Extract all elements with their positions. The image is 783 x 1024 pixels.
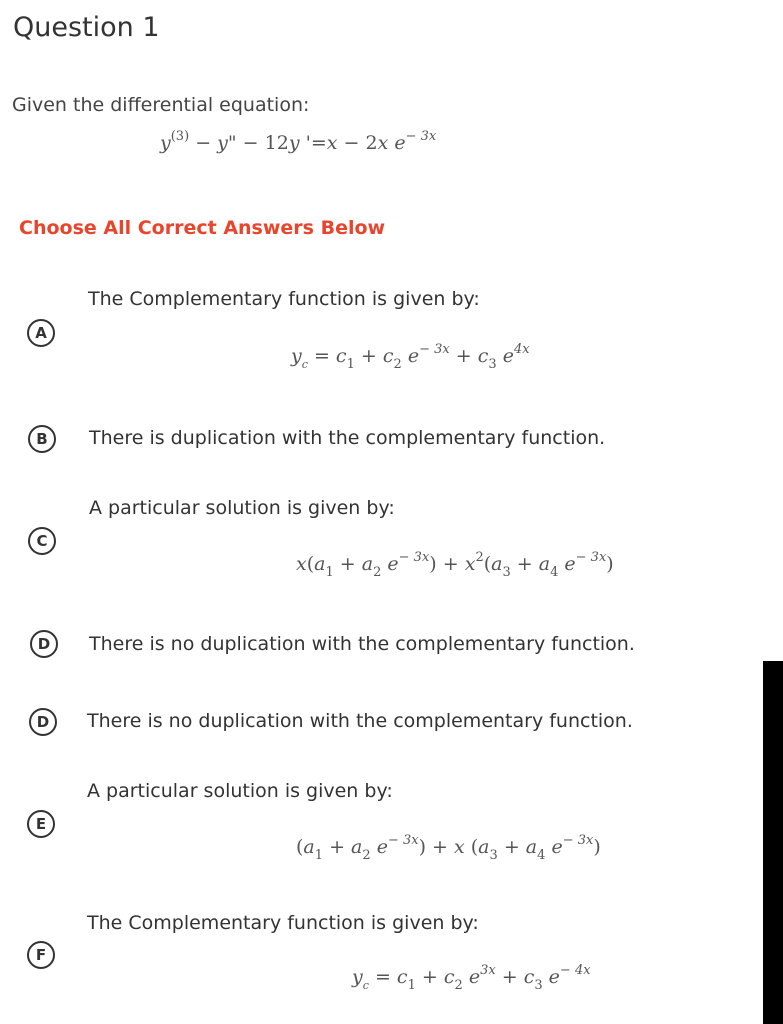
- option-a-formula: $y_c = c_1 + c_2$ $e^{- 3x} + c_3$ $e^{4x}$: [291, 342, 530, 372]
- option-e-button[interactable]: E: [27, 810, 55, 838]
- option-f-button[interactable]: F: [27, 941, 55, 969]
- option-a-label: The Complementary function is given by:: [88, 288, 480, 310]
- option-b-button[interactable]: B: [28, 425, 56, 453]
- instruction-text: Choose All Correct Answers Below: [19, 217, 386, 239]
- prompt-text: Given the differential equation:: [12, 94, 310, 116]
- option-f-formula: $y_c = c_1 + c_2$ $e^{3x} + c_3$ $e^{- 4x}$: [352, 963, 591, 993]
- option-b-label: There is duplication with the complementary function.: [89, 427, 606, 449]
- option-e-label: A particular solution is given by:: [87, 780, 393, 802]
- differential-equation: $y^{(3)} - y$" − 12y '=x − 2x $e^{- 3x}$: [160, 129, 437, 154]
- option-c-button[interactable]: C: [28, 527, 56, 555]
- option-d-button[interactable]: D: [30, 630, 58, 658]
- option-d-label: There is no duplication with the complementary function.: [89, 633, 635, 655]
- option-c-formula: $x(a_1 + a_2$ $e^{- 3x}) + x^2(a_3 + a_4$ $e^{- 3x}$): [296, 550, 614, 580]
- option-e-formula: ($a_1 + a_2$ $e^{- 3x}) + x$ ($a_3 + a_4$ $e^{- 3x}$): [296, 833, 601, 863]
- option-d-duplicate-button[interactable]: D: [29, 708, 57, 736]
- scrollbar[interactable]: [763, 661, 783, 1024]
- option-c-label: A particular solution is given by:: [89, 497, 395, 519]
- option-f-label: The Complementary function is given by:: [87, 912, 479, 934]
- option-a-button[interactable]: A: [27, 319, 55, 347]
- option-d-duplicate-label: There is no duplication with the complementary function.: [87, 710, 633, 732]
- question-title: Question 1: [13, 12, 160, 43]
